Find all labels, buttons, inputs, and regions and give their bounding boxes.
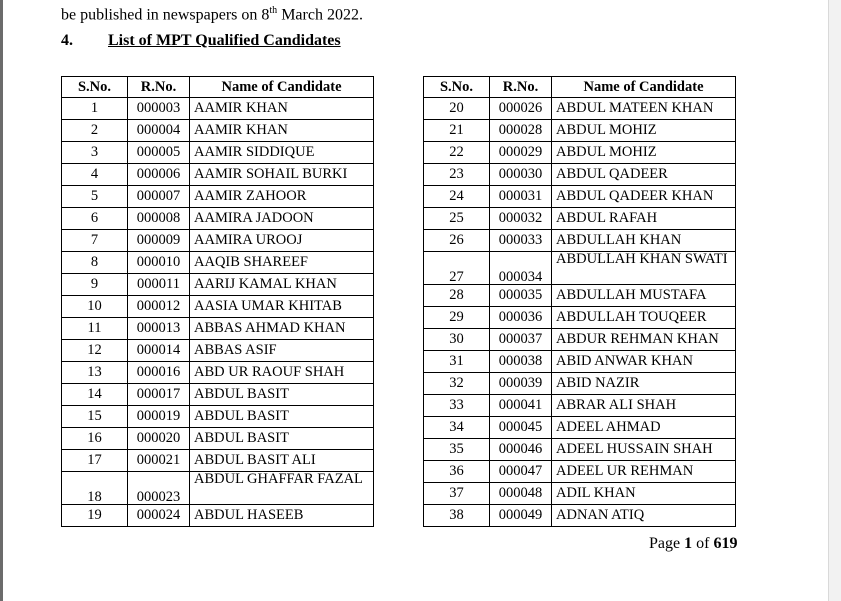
table-row [424,285,736,307]
cell-sno: 9 [62,274,128,296]
cell-name: ABDULLAH KHAN [552,230,736,252]
cell-sno: 17 [62,450,128,472]
cell-rno: 000039 [490,373,552,395]
table-row [424,142,736,164]
table-row [424,230,736,252]
table-row [424,329,736,351]
table-header-row [424,77,736,98]
cell-name: AAMIRA JADOON [190,208,374,230]
viewer-left-edge [0,0,3,601]
table-row [62,142,374,164]
table-row [62,406,374,428]
cell-rno: 000047 [490,461,552,483]
cell-sno: 23 [424,164,490,186]
cell-name: ABRAR ALI SHAH [552,395,736,417]
table-row [424,307,736,329]
candidates-table-left [61,76,374,527]
cell-rno: 000017 [128,384,190,406]
header-sno: S.No. [424,77,490,98]
table-row [424,351,736,373]
cell-rno: 000035 [490,285,552,307]
table-row [62,505,374,527]
table-row [62,384,374,406]
cell-name: ADEEL AHMAD [552,417,736,439]
candidates-table-right [423,76,736,527]
cell-name: ABID NAZIR [552,373,736,395]
cell-rno: 000046 [490,439,552,461]
table-row [62,186,374,208]
cell-sno: 35 [424,439,490,461]
cell-sno: 27 [424,252,490,285]
cell-rno: 000016 [128,362,190,384]
cell-sno: 25 [424,208,490,230]
cell-rno: 000004 [128,120,190,142]
cell-name: ABDUL BASIT ALI [190,450,374,472]
cell-name: AAMIR KHAN [190,98,374,120]
cell-sno: 18 [62,472,128,505]
cell-name: AAMIR KHAN [190,120,374,142]
table-row [424,483,736,505]
table-row [62,428,374,450]
cell-rno: 000038 [490,351,552,373]
cell-name: ABDUL MATEEN KHAN [552,98,736,120]
table-row [424,395,736,417]
table-row [424,208,736,230]
table-row [62,362,374,384]
cell-rno: 000028 [490,120,552,142]
cell-sno: 26 [424,230,490,252]
cell-sno: 32 [424,373,490,395]
cell-name: AAMIR ZAHOOR [190,186,374,208]
cell-sno: 4 [62,164,128,186]
table-row [424,373,736,395]
table-row [62,340,374,362]
cell-name: ABDUL MOHIZ [552,120,736,142]
cell-name: ABDUL BASIT [190,384,374,406]
table-row [424,505,736,527]
cell-name: AASIA UMAR KHITAB [190,296,374,318]
cell-sno: 15 [62,406,128,428]
cell-name: ABD UR RAOUF SHAH [190,362,374,384]
cell-rno: 000013 [128,318,190,340]
cell-rno: 000014 [128,340,190,362]
cell-sno: 10 [62,296,128,318]
table-row [62,296,374,318]
table-row [424,439,736,461]
cell-name: ABDULLAH KHAN SWATI [552,252,736,285]
cell-sno: 7 [62,230,128,252]
cell-rno: 000033 [490,230,552,252]
table-row [424,461,736,483]
header-rno: R.No. [128,77,190,98]
cell-rno: 000011 [128,274,190,296]
section-title: List of MPT Qualified Candidates [108,32,341,49]
table-row [424,98,736,120]
cell-sno: 5 [62,186,128,208]
cell-rno: 000019 [128,406,190,428]
cell-rno: 000036 [490,307,552,329]
cell-rno: 000005 [128,142,190,164]
table-row [62,164,374,186]
cell-name: ABDUR REHMAN KHAN [552,329,736,351]
cell-rno: 000029 [490,142,552,164]
cell-rno: 000010 [128,252,190,274]
cell-name: ABDUL RAFAH [552,208,736,230]
cell-rno: 000008 [128,208,190,230]
cell-sno: 6 [62,208,128,230]
cell-sno: 38 [424,505,490,527]
cell-rno: 000021 [128,450,190,472]
cell-rno: 000034 [490,252,552,285]
table-row [424,417,736,439]
cell-sno: 19 [62,505,128,527]
cell-rno: 000007 [128,186,190,208]
cell-sno: 12 [62,340,128,362]
cell-rno: 000012 [128,296,190,318]
cell-rno: 000003 [128,98,190,120]
cell-rno: 000030 [490,164,552,186]
cell-name: AAMIR SOHAIL BURKI [190,164,374,186]
cell-sno: 14 [62,384,128,406]
intro-line: be published in newspapers on 8th March 2022. [61,5,363,24]
cell-sno: 31 [424,351,490,373]
cell-sno: 2 [62,120,128,142]
cell-rno: 000024 [128,505,190,527]
cell-name: ABBAS ASIF [190,340,374,362]
cell-name: ABDUL HASEEB [190,505,374,527]
cell-rno: 000049 [490,505,552,527]
cell-rno: 000041 [490,395,552,417]
cell-sno: 30 [424,329,490,351]
cell-rno: 000026 [490,98,552,120]
cell-name: AAMIRA UROOJ [190,230,374,252]
cell-name: ADEEL UR REHMAN [552,461,736,483]
table-row [62,472,374,505]
cell-sno: 3 [62,142,128,164]
table-row [424,252,736,285]
cell-rno: 000009 [128,230,190,252]
cell-name: ABDUL QADEER [552,164,736,186]
cell-sno: 21 [424,120,490,142]
cell-sno: 20 [424,98,490,120]
header-name: Name of Candidate [190,77,374,98]
cell-name: AAQIB SHAREEF [190,252,374,274]
cell-name: ABDULLAH TOUQEER [552,307,736,329]
cell-rno: 000045 [490,417,552,439]
cell-name: ABDUL GHAFFAR FAZAL [190,472,374,505]
table-row [62,450,374,472]
cell-name: ADEEL HUSSAIN SHAH [552,439,736,461]
table-header-row [62,77,374,98]
table-row [62,252,374,274]
section-number: 4. [61,32,73,49]
viewer-scrollbar[interactable] [828,0,841,601]
cell-name: AAMIR SIDDIQUE [190,142,374,164]
cell-sno: 33 [424,395,490,417]
table-row [62,208,374,230]
cell-sno: 11 [62,318,128,340]
header-rno: R.No. [490,77,552,98]
table-row [62,120,374,142]
cell-rno: 000048 [490,483,552,505]
cell-sno: 36 [424,461,490,483]
cell-name: ABDUL MOHIZ [552,142,736,164]
header-name: Name of Candidate [552,77,736,98]
cell-rno: 000031 [490,186,552,208]
header-sno: S.No. [62,77,128,98]
table-row [424,120,736,142]
cell-name: ABBAS AHMAD KHAN [190,318,374,340]
cell-sno: 24 [424,186,490,208]
cell-name: ABID ANWAR KHAN [552,351,736,373]
cell-name: ABDUL QADEER KHAN [552,186,736,208]
table-row [62,318,374,340]
cell-name: ADIL KHAN [552,483,736,505]
cell-sno: 29 [424,307,490,329]
cell-sno: 8 [62,252,128,274]
cell-name: ADNAN ATIQ [552,505,736,527]
cell-rno: 000023 [128,472,190,505]
cell-name: AARIJ KAMAL KHAN [190,274,374,296]
cell-sno: 28 [424,285,490,307]
table-row [424,186,736,208]
cell-sno: 22 [424,142,490,164]
table-row [424,164,736,186]
cell-name: ABDUL BASIT [190,406,374,428]
cell-rno: 000020 [128,428,190,450]
page-indicator: Page 1 of 619 [649,535,738,552]
table-row [62,274,374,296]
table-row [62,98,374,120]
cell-rno: 000037 [490,329,552,351]
cell-sno: 34 [424,417,490,439]
cell-sno: 1 [62,98,128,120]
cell-sno: 37 [424,483,490,505]
table-row [62,230,374,252]
cell-rno: 000006 [128,164,190,186]
cell-rno: 000032 [490,208,552,230]
cell-sno: 16 [62,428,128,450]
cell-sno: 13 [62,362,128,384]
cell-name: ABDUL BASIT [190,428,374,450]
cell-name: ABDULLAH MUSTAFA [552,285,736,307]
